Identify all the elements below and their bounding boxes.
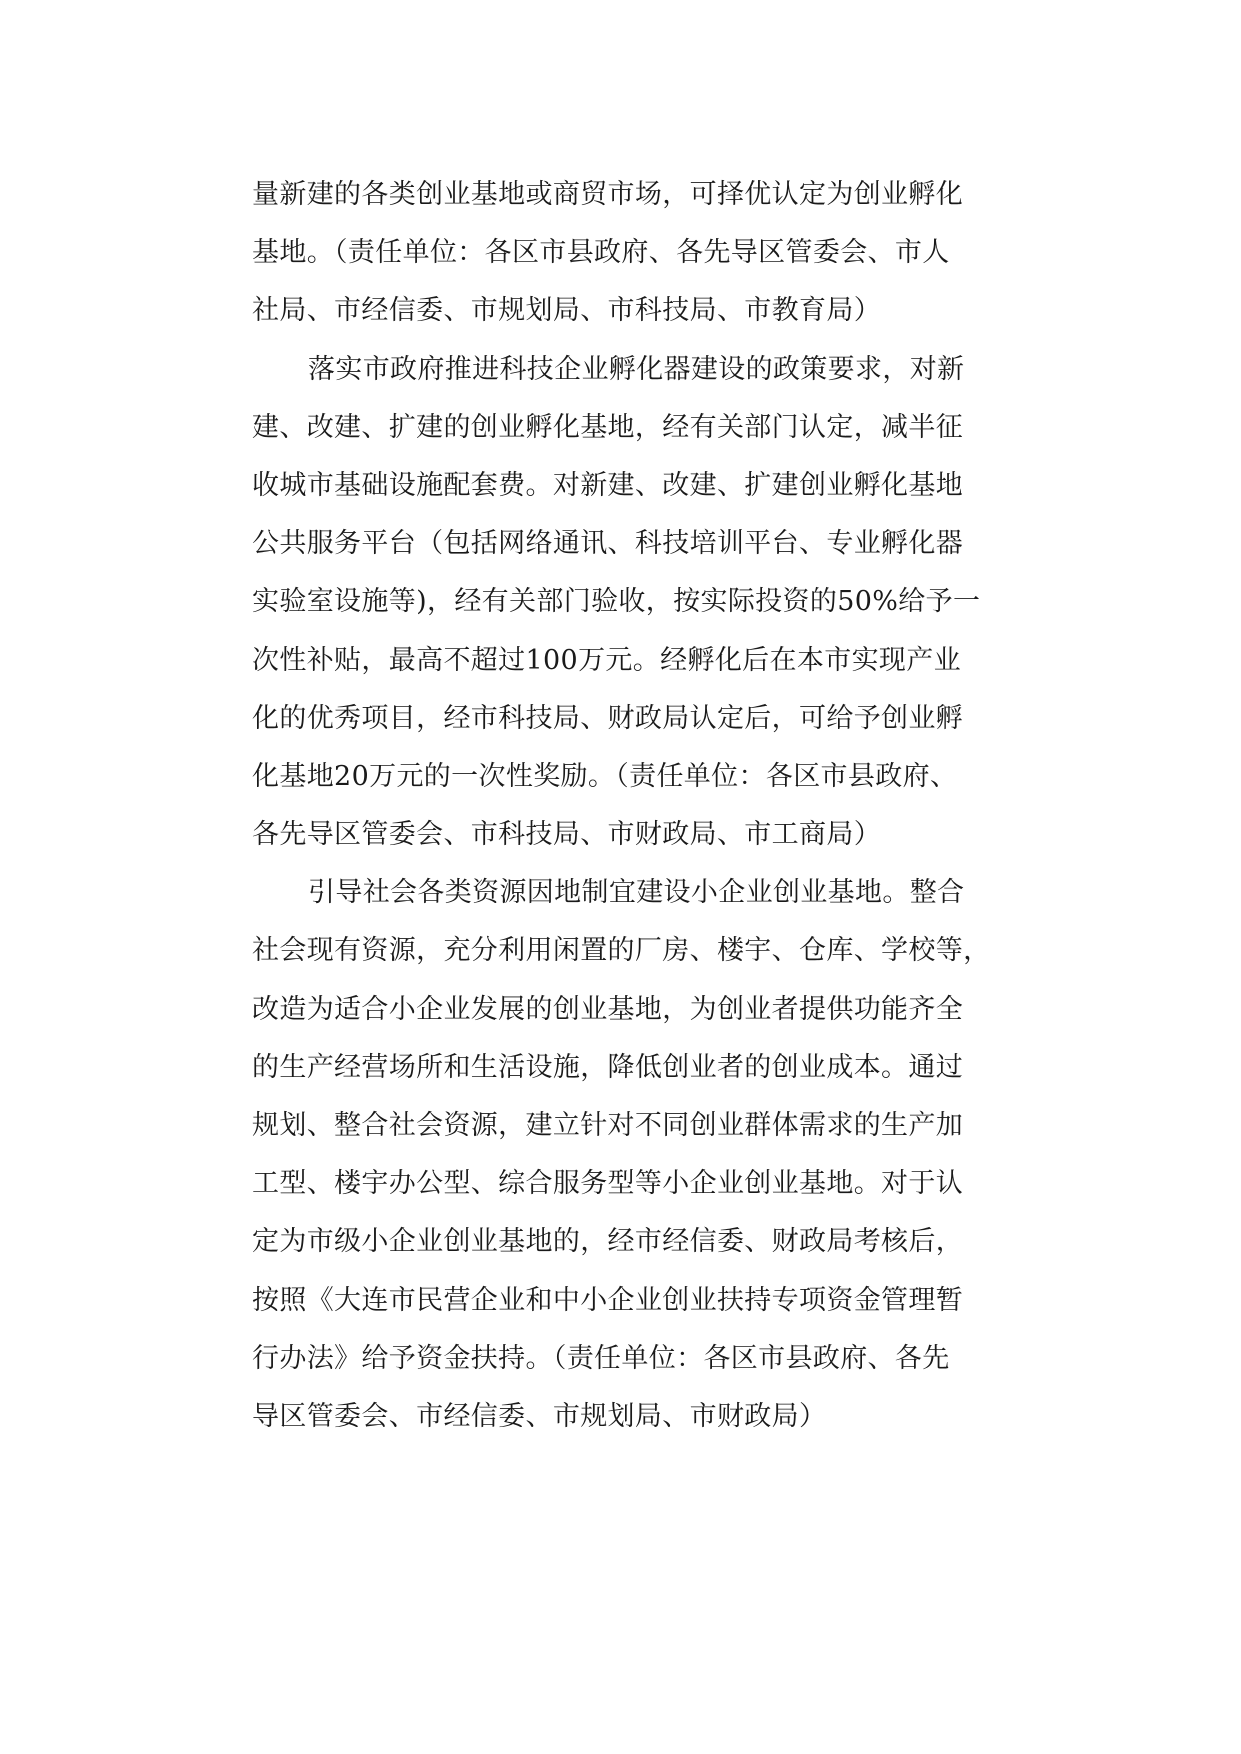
text-line: 公共服务平台（包括网络通讯、科技培训平台、专业孵化器 — [252, 528, 964, 560]
text-line: 量新建的各类创业基地或商贸市场，可择优认定为创业孵化 — [252, 179, 964, 210]
text-line: 的生产经营场所和生活设施，降低创业者的创业成本。通过 — [252, 1051, 964, 1083]
text-line: 建、改建、扩建的创业孵化基地，经有关部门认定，减半征 — [252, 411, 964, 443]
text-line: 定为市级小企业创业基地的，经市经信委、财政局考核后， — [252, 1226, 964, 1258]
text-line: 各先导区管委会、市科技局、市财政局、市工商局） — [252, 819, 882, 851]
text-line: 化的优秀项目，经市科技局、财政局认定后，可给予创业孵 — [252, 702, 964, 734]
text-line: 规划、整合社会资源，建立针对不同创业群体需求的生产加 — [252, 1110, 964, 1141]
paragraph-first-line: 落实市政府推进科技企业孵化器建设的政策要求，对新 — [308, 353, 965, 385]
text-line: 收城市基础设施配套费。对新建、改建、扩建创业孵化基地 — [252, 469, 964, 501]
text-line: 化基地20万元的一次性奖励。（责任单位：各区市县政府、 — [252, 760, 958, 792]
text-line: 改造为适合小企业发展的创业基地，为创业者提供功能齐全 — [252, 993, 964, 1025]
text-line: 基地。（责任单位：各区市县政府、各先导区管委会、市人 — [252, 237, 950, 269]
body-text — [252, 166, 996, 1446]
paragraph-first-line: 引导社会各类资源因地制宜建设小企业创业基地。整合 — [308, 877, 965, 909]
text-line: 次性补贴，最高不超过100万元。经孵化后在本市实现产业 — [252, 644, 961, 676]
text-line: 按照《大连市民营企业和中小企业创业扶持专项资金管理暂 — [252, 1284, 964, 1316]
text-line: 社局、市经信委、市规划局、市科技局、市教育局） — [252, 295, 882, 327]
text-line: 行办法》给予资金扶持。（责任单位：各区市县政府、各先 — [252, 1342, 950, 1374]
text-line: 导区管委会、市经信委、市规划局、市财政局） — [252, 1400, 827, 1432]
text-line: 工型、楼宇办公型、综合服务型等小企业创业基地。对于认 — [252, 1168, 964, 1200]
text-line: 社会现有资源，充分利用闲置的厂房、楼宇、仓库、学校等， — [252, 935, 991, 967]
text-line: 实验室设施等)，经有关部门验收，按实际投资的50%给予一 — [252, 586, 981, 618]
